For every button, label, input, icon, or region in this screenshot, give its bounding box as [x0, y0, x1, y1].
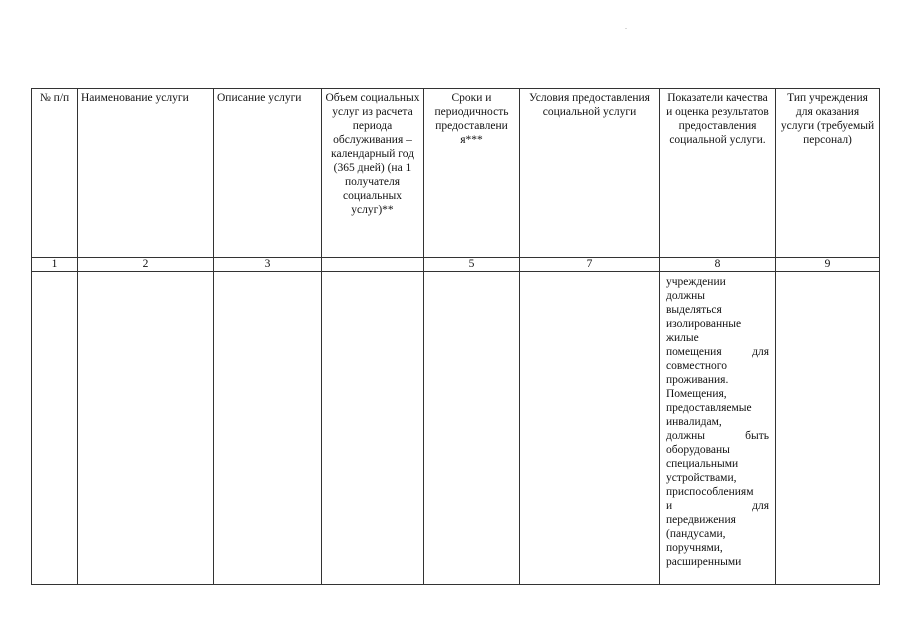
quality-text-line: (пандусами,: [666, 528, 726, 540]
header-row: [32, 89, 880, 258]
cell-quality-indicators: [660, 272, 776, 585]
quality-text-line: передвижения: [666, 514, 736, 526]
table-row: [32, 272, 880, 585]
cell-service-volume: [322, 272, 424, 585]
quality-text-line: жилые: [666, 332, 699, 344]
cell-service-name: [78, 272, 214, 585]
quality-text-line: должны: [666, 290, 706, 302]
quality-text-line: предоставляемые: [666, 402, 752, 414]
header-terms-periodicity: Сроки и периодичность предоставлени я***: [424, 89, 520, 258]
column-number: 5: [424, 258, 520, 272]
quality-text-line: учреждении: [666, 276, 726, 288]
quality-text-line: проживания.: [666, 374, 729, 386]
column-number-row: [32, 258, 880, 272]
quality-text-line: расширенными: [666, 556, 742, 568]
quality-text-line: и для: [666, 500, 769, 512]
cell-service-description: [214, 272, 322, 585]
cell-number: [32, 272, 78, 585]
header-quality-indicators: Показатели качества и оценка результатов предоставления социальной услуги.: [660, 89, 776, 258]
column-number: 2: [78, 258, 214, 272]
quality-text-line: помещения для: [666, 346, 769, 358]
header-service-description: Описание услуги: [214, 89, 322, 258]
quality-text-line: совместного: [666, 360, 727, 372]
quality-text-line: приспособлениям: [666, 486, 754, 498]
header-number: № п/п: [32, 89, 78, 258]
quality-text-line: выделяться: [666, 304, 722, 316]
cell-conditions: [520, 272, 660, 585]
cell-terms-periodicity: [424, 272, 520, 585]
quality-text-line: Помещения,: [666, 388, 727, 400]
quality-text-line: поручнями,: [666, 542, 723, 554]
quality-text-line: инвалидам,: [666, 416, 722, 428]
header-service-name: Наименование услуги: [78, 89, 214, 258]
quality-text-line: устройствами,: [666, 472, 737, 484]
quality-text-line: должны быть: [666, 430, 769, 442]
quality-text-line: специальными: [666, 458, 739, 470]
header-institution-type: Тип учреждения для оказания услуги (требуемый персонал): [776, 89, 880, 258]
quality-text-line: изолированные: [666, 318, 742, 330]
column-number: 3: [214, 258, 322, 272]
quality-text-line: оборудованы: [666, 444, 730, 456]
column-number: [322, 258, 424, 272]
services-table: [31, 88, 880, 585]
column-number: 1: [32, 258, 78, 272]
column-number: 8: [660, 258, 776, 272]
column-number: 7: [520, 258, 660, 272]
cell-institution-type: [776, 272, 880, 585]
page-mark: .: [625, 22, 627, 31]
header-conditions: Условия предоставления социальной услуги: [520, 89, 660, 258]
header-service-volume: Объем социальных услуг из расчета периода обслуживания – календарный год (365 дней) (на 1 получателя социальных услуг)**: [322, 89, 424, 258]
column-number: 9: [776, 258, 880, 272]
